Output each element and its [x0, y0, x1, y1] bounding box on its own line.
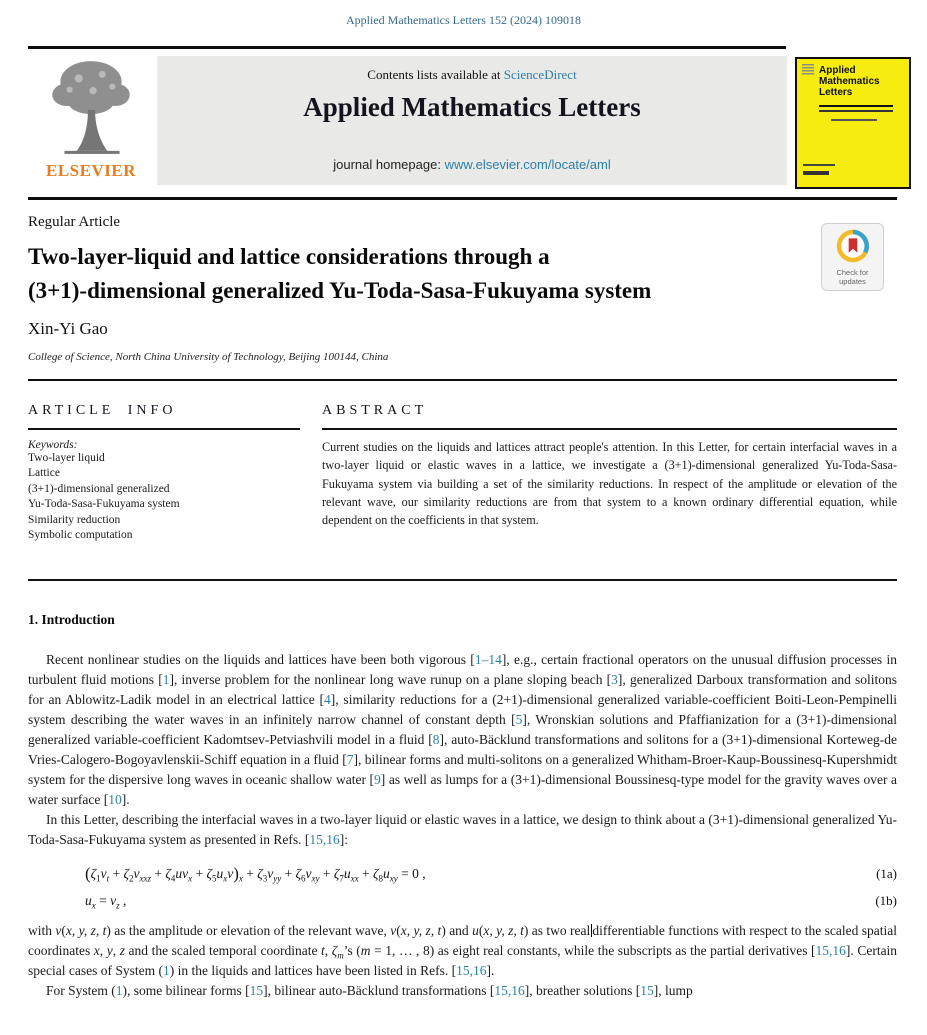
- article-title-line1: Two-layer-liquid and lattice considerations through a: [28, 244, 550, 269]
- text-segment: 1: [96, 873, 101, 884]
- article-title: [28, 240, 798, 308]
- text-segment: differentiable functions with respect to the scaled spatial coordinates: [28, 923, 898, 958]
- keyword-item: (3+1)-dimensional generalized: [28, 482, 170, 495]
- intro-paragraph-4-clipped: [28, 981, 897, 1001]
- text-segment: ], inverse problem for the nonlinear long wave runup on a plane sloping beach [: [169, 672, 612, 687]
- text-segment: x: [93, 943, 100, 958]
- text-segment: 3: [262, 873, 268, 884]
- text-segment: x, y, z, t: [400, 923, 442, 938]
- text-segment: ζ: [206, 866, 212, 881]
- text-segment: xy: [389, 873, 398, 884]
- check-for-updates-badge[interactable]: [821, 223, 884, 291]
- keyword-item: Symbolic computation: [28, 529, 133, 542]
- info-abstract-section: [28, 395, 897, 581]
- text-segment: 8: [378, 873, 383, 884]
- text-segment: u: [343, 866, 351, 881]
- cover-footer-bar: [803, 164, 835, 166]
- text-segment: (: [85, 864, 91, 883]
- text-segment: +: [151, 866, 166, 881]
- homepage-line: [157, 157, 787, 172]
- journal-banner: [157, 56, 787, 185]
- text-segment: xxz: [139, 873, 151, 884]
- text-segment: 6: [301, 873, 306, 884]
- text-segment: ], similarity reductions for a (2+1)-dimensional generalized variable-coefficient Boiti-Leon-Pempinelli system describing the water waves in an infinitely narrow channel of constant depth [: [28, 692, 897, 727]
- text-segment: x, y, z, t: [65, 923, 107, 938]
- text-segment: ] as well as lumps for a (3+1)-dimensional Boussinesq-type model for the gravity waves over a water surface [: [28, 772, 897, 807]
- text-segment: ,: [112, 943, 120, 958]
- text-segment: ], generalized Darboux transformation and solitons for an Ablowitz-Ladik model in an electrical lattice [: [28, 672, 897, 707]
- article-info-column: [28, 395, 300, 544]
- text-segment: xy: [311, 873, 320, 884]
- abstract-text: Current studies on the liquids and lattices attract people's attention. In this Letter, for certain interfacial waves in a two-layer liquid or elastic waves in a lattice, we investigate a (3+1)-dimensional generalized Yu-Toda-Sasa-Fukuyama system via building a set of the similarity reductions. In respect of the amplitude or elevation of the relevant wave, our similarity reductions are from that system to a known ordinary differential equation, while dependent on the coefficients in that system.: [322, 439, 897, 528]
- text-segment: u: [216, 866, 224, 881]
- text-segment: xx: [350, 873, 359, 884]
- text-segment: z: [119, 943, 125, 958]
- ref-link[interactable]: 3: [611, 672, 618, 687]
- keywords-list: [28, 451, 300, 544]
- text-segment: 7: [339, 873, 344, 884]
- ref-link[interactable]: 15,16: [309, 832, 340, 847]
- text-segment: ζ: [165, 866, 171, 881]
- abstract-column: [322, 395, 897, 530]
- text-segment: u: [85, 893, 92, 908]
- ref-link[interactable]: 1: [115, 983, 123, 998]
- text-segment: ζ: [90, 866, 97, 881]
- text-segment: v: [305, 866, 312, 881]
- text-segment: In this Letter, describing the interfacial waves in a two-layer liquid or elastic waves in a lattice, we design to think about a (3+1)-dimensional generalized Yu-Toda-Sasa-Fukuyama system as presented in Refs. [: [28, 812, 897, 847]
- text-segment: ’s (: [343, 943, 361, 958]
- ref-link[interactable]: 1: [162, 672, 170, 687]
- homepage-link[interactable]: www.elsevier.com/locate/aml: [444, 157, 611, 172]
- text-segment: = 0 ,: [397, 866, 426, 881]
- text-segment: ], e.g., certain fractional operators on the unusual diffusion processes in turbulent fluid motions [: [28, 652, 897, 687]
- ref-link[interactable]: 5: [515, 712, 523, 727]
- text-segment: u: [382, 866, 390, 881]
- text-segment: ζ: [257, 866, 263, 881]
- text-segment: ): [233, 864, 239, 883]
- equation-1a-body: [85, 864, 426, 884]
- text-segment: +: [281, 866, 296, 881]
- text-segment: ) and: [441, 923, 473, 938]
- text-segment: ζ: [295, 866, 302, 881]
- sciencedirect-link[interactable]: ScienceDirect: [503, 67, 577, 82]
- text-segment: v: [133, 866, 140, 881]
- text-segment: ], Wronskian solutions and Pfaffianization for a (3+1)-dimensional generalized variable-coefficient Kadomtsev-Petviashvili model in a fluid [: [28, 712, 897, 747]
- text-segment: t: [321, 943, 325, 958]
- crossmark-icon: [835, 228, 871, 264]
- text-segment: ], lump: [653, 983, 693, 998]
- text-segment: x: [238, 873, 243, 884]
- text-segment: +: [358, 866, 374, 881]
- ref-link[interactable]: 15: [640, 983, 654, 998]
- cover-rule: [819, 105, 893, 107]
- text-segment: ζ: [331, 943, 338, 958]
- contents-label: Contents lists available at: [367, 67, 504, 82]
- homepage-label: journal homepage:: [333, 157, 445, 172]
- ref-link[interactable]: 1: [162, 963, 170, 978]
- divider: [28, 197, 897, 200]
- text-segment: with: [28, 923, 56, 938]
- contents-line: [157, 67, 787, 83]
- keyword-item: Similarity reduction: [28, 513, 121, 526]
- text-segment: =: [95, 893, 111, 908]
- text-segment: and the scaled temporal coordinate: [124, 943, 322, 958]
- divider: [28, 428, 300, 430]
- equation-1b-label: (1b): [875, 893, 897, 908]
- text-segment: v: [182, 866, 189, 881]
- keyword-item: Two-layer liquid: [28, 451, 105, 464]
- cover-subtitle-bar: [819, 110, 893, 112]
- text-segment: x: [188, 873, 193, 884]
- text-segment: +: [192, 866, 207, 881]
- ref-link[interactable]: 15: [249, 983, 264, 998]
- ref-link[interactable]: 15,16: [815, 943, 846, 958]
- divider: [322, 428, 897, 430]
- text-segment: ) as the amplitude or elevation of the relevant wave,: [106, 923, 391, 938]
- text-segment: ,: [119, 893, 127, 908]
- text-segment: Recent nonlinear studies on the liquids and lattices have been both vigorous [: [46, 652, 475, 667]
- text-segment: (: [396, 923, 401, 938]
- intro-paragraph-1: [28, 650, 897, 810]
- equation-1a: [28, 864, 897, 884]
- text-segment: ,: [324, 943, 332, 958]
- ref-link[interactable]: 15,16: [494, 983, 525, 998]
- text-segment: x: [91, 900, 96, 911]
- elsevier-logo[interactable]: [30, 56, 152, 190]
- abstract-heading: ABSTRACT: [322, 403, 428, 418]
- text-segment: 4: [170, 873, 176, 884]
- ref-link[interactable]: 8: [432, 732, 440, 747]
- text-segment: = 1, … , 8) as eight real constants, while the subscripts as the partial derivatives [: [370, 943, 816, 958]
- check-updates-label: Check for updates: [836, 268, 869, 286]
- main-content: [28, 612, 897, 1001]
- article-title-line2: (3+1)-dimensional generalized Yu-Toda-Sasa-Fukuyama system: [28, 278, 652, 303]
- journal-cover-thumbnail[interactable]: [795, 57, 911, 189]
- text-segment: ζ: [333, 866, 340, 881]
- ref-link[interactable]: 10: [108, 792, 122, 807]
- elsevier-wordmark: ELSEVIER: [46, 161, 136, 180]
- text-segment: +: [109, 866, 124, 881]
- article-info-heading: ARTICLE INFO: [28, 403, 177, 418]
- text-segment: x: [223, 873, 228, 884]
- intro-paragraph-3: [28, 921, 897, 981]
- divider: [28, 379, 897, 381]
- ref-link[interactable]: 1–14: [474, 652, 502, 667]
- cover-editors-bar: [831, 119, 877, 121]
- text-segment: ].: [486, 963, 495, 978]
- text-segment: +: [319, 866, 334, 881]
- text-segment: ]:: [339, 832, 348, 847]
- intro-paragraph-2: [28, 810, 897, 850]
- journal-title: Applied Mathematics Letters: [303, 92, 641, 122]
- author-name: Xin-Yi Gao: [28, 319, 108, 338]
- text-segment: ].: [121, 792, 130, 807]
- text-segment: (: [61, 923, 66, 938]
- text-segment: ], bilinear forms and multi-solitons on a generalized Whitham-Broer-Kaup-Boussinesq-Kupershmidt system for the dispersive long waves in oceanic shallow water [: [28, 752, 897, 787]
- cover-title: Applied Mathematics Letters: [819, 65, 880, 98]
- text-segment: ), some bilinear forms [: [122, 983, 250, 998]
- text-segment: ) in the liquids and lattices have been listed in Refs. [: [169, 963, 457, 978]
- text-segment: ζ: [373, 866, 379, 881]
- text-segment: m: [337, 950, 344, 961]
- author-affiliation: College of Science, North China University of Technology, Beijing 100144, China: [28, 351, 389, 363]
- text-segment: ζ: [123, 866, 129, 881]
- text-segment: u: [175, 866, 183, 881]
- keyword-item: Yu-Toda-Sasa-Fukuyama system: [28, 498, 180, 511]
- text-segment: v: [110, 893, 117, 908]
- text-segment: ], auto-Bäcklund transformations and solitons for a (3+1)-dimensional Korteweg-de Vries-Calogero-Bogoyavlenskii-Schiff equation in a fluid [: [28, 732, 897, 767]
- ref-link[interactable]: 15,16: [456, 963, 487, 978]
- text-segment: 2: [129, 873, 134, 884]
- equation-1a-label: (1a): [876, 866, 897, 881]
- text-segment: +: [242, 866, 258, 881]
- article-type-label: Regular Article: [28, 214, 121, 230]
- text-segment: v: [267, 866, 274, 881]
- section-heading-introduction: 1. Introduction: [28, 612, 115, 627]
- ref-link[interactable]: 7: [346, 752, 354, 767]
- text-segment: v: [55, 923, 62, 938]
- keyword-item: Lattice: [28, 467, 60, 480]
- ref-link[interactable]: 9: [374, 772, 381, 787]
- text-segment: For System (: [46, 983, 116, 998]
- keywords-label: Keywords:: [28, 438, 78, 451]
- divider: [28, 46, 786, 49]
- text-segment: ], breather solutions [: [524, 983, 641, 998]
- elsevier-tree-icon: [42, 145, 140, 162]
- text-segment: v: [100, 866, 107, 881]
- text-segment: z: [116, 900, 120, 911]
- text-segment: m: [360, 943, 371, 958]
- equation-1b: [28, 893, 897, 909]
- cover-publisher-mark-icon: [802, 64, 814, 76]
- text-segment: ], bilinear auto-Bäcklund transformations [: [263, 983, 495, 998]
- cover-sciencedirect-bar: [803, 171, 829, 175]
- text-segment: t: [106, 873, 110, 884]
- text-segment: u: [472, 923, 479, 938]
- text-segment: x, y, z, t: [483, 923, 524, 938]
- journal-citation: Applied Mathematics Letters 152 (2024) 109018: [346, 13, 581, 27]
- text-segment: 5: [211, 873, 217, 884]
- text-segment: ]. Certain special cases of System (: [28, 943, 898, 978]
- text-segment: y: [106, 943, 113, 958]
- ref-link[interactable]: 4: [324, 692, 331, 707]
- text-segment: v: [390, 923, 397, 938]
- equation-1b-body: [85, 893, 126, 909]
- text-segment: ,: [99, 943, 107, 958]
- text-segment: yy: [273, 873, 282, 884]
- text-segment: v: [227, 866, 234, 881]
- text-segment: ) as two real: [523, 923, 591, 938]
- text-segment: (: [478, 923, 484, 938]
